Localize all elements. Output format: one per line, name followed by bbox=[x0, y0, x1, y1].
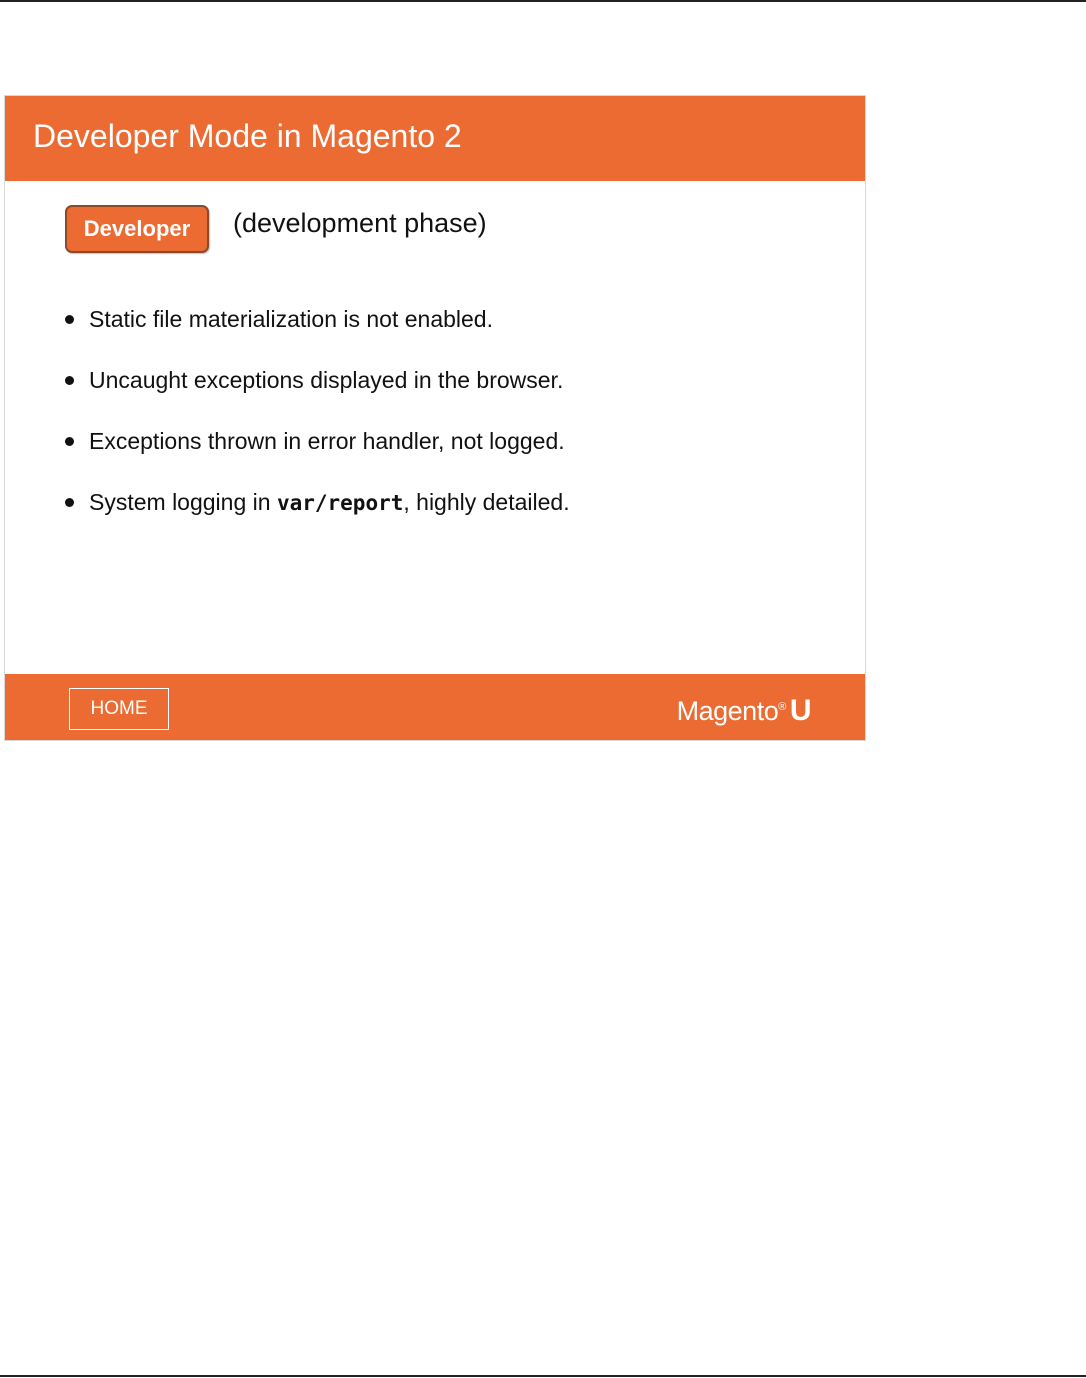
code-path: var/report bbox=[276, 491, 404, 515]
bullet-dot-icon bbox=[65, 376, 74, 385]
slide-header bbox=[5, 96, 865, 181]
list-item-text: Static file materialization is not enabled. bbox=[89, 306, 493, 332]
list-item-text: Uncaught exceptions displayed in the browser. bbox=[89, 367, 564, 393]
slide bbox=[4, 95, 866, 741]
list-item bbox=[61, 362, 570, 423]
logo-registered-mark: ® bbox=[778, 701, 786, 713]
list-item-text-prefix: System logging in bbox=[89, 489, 277, 515]
list-item bbox=[61, 484, 570, 545]
logo-text: Magento bbox=[676, 696, 779, 726]
magento-u-logo bbox=[677, 690, 811, 728]
developer-mode-button[interactable]: Developer bbox=[65, 205, 209, 253]
logo-u: U bbox=[789, 694, 811, 727]
mode-row bbox=[65, 205, 487, 255]
bullet-dot-icon bbox=[65, 315, 74, 324]
list-item bbox=[61, 301, 570, 362]
slide-title: Developer Mode in Magento 2 bbox=[33, 118, 462, 154]
bullet-dot-icon bbox=[65, 437, 74, 446]
home-button[interactable]: HOME bbox=[69, 688, 169, 730]
bullet-list bbox=[61, 301, 570, 545]
list-item-text: Exceptions thrown in error handler, not logged. bbox=[89, 428, 565, 454]
list-item bbox=[61, 423, 570, 484]
top-rule bbox=[0, 0, 1086, 2]
list-item-text-suffix: , highly detailed. bbox=[403, 489, 570, 515]
mode-phase-text: (development phase) bbox=[233, 208, 487, 238]
bullet-dot-icon bbox=[65, 498, 74, 507]
slide-footer bbox=[5, 674, 865, 740]
bottom-rule bbox=[0, 1375, 1086, 1377]
